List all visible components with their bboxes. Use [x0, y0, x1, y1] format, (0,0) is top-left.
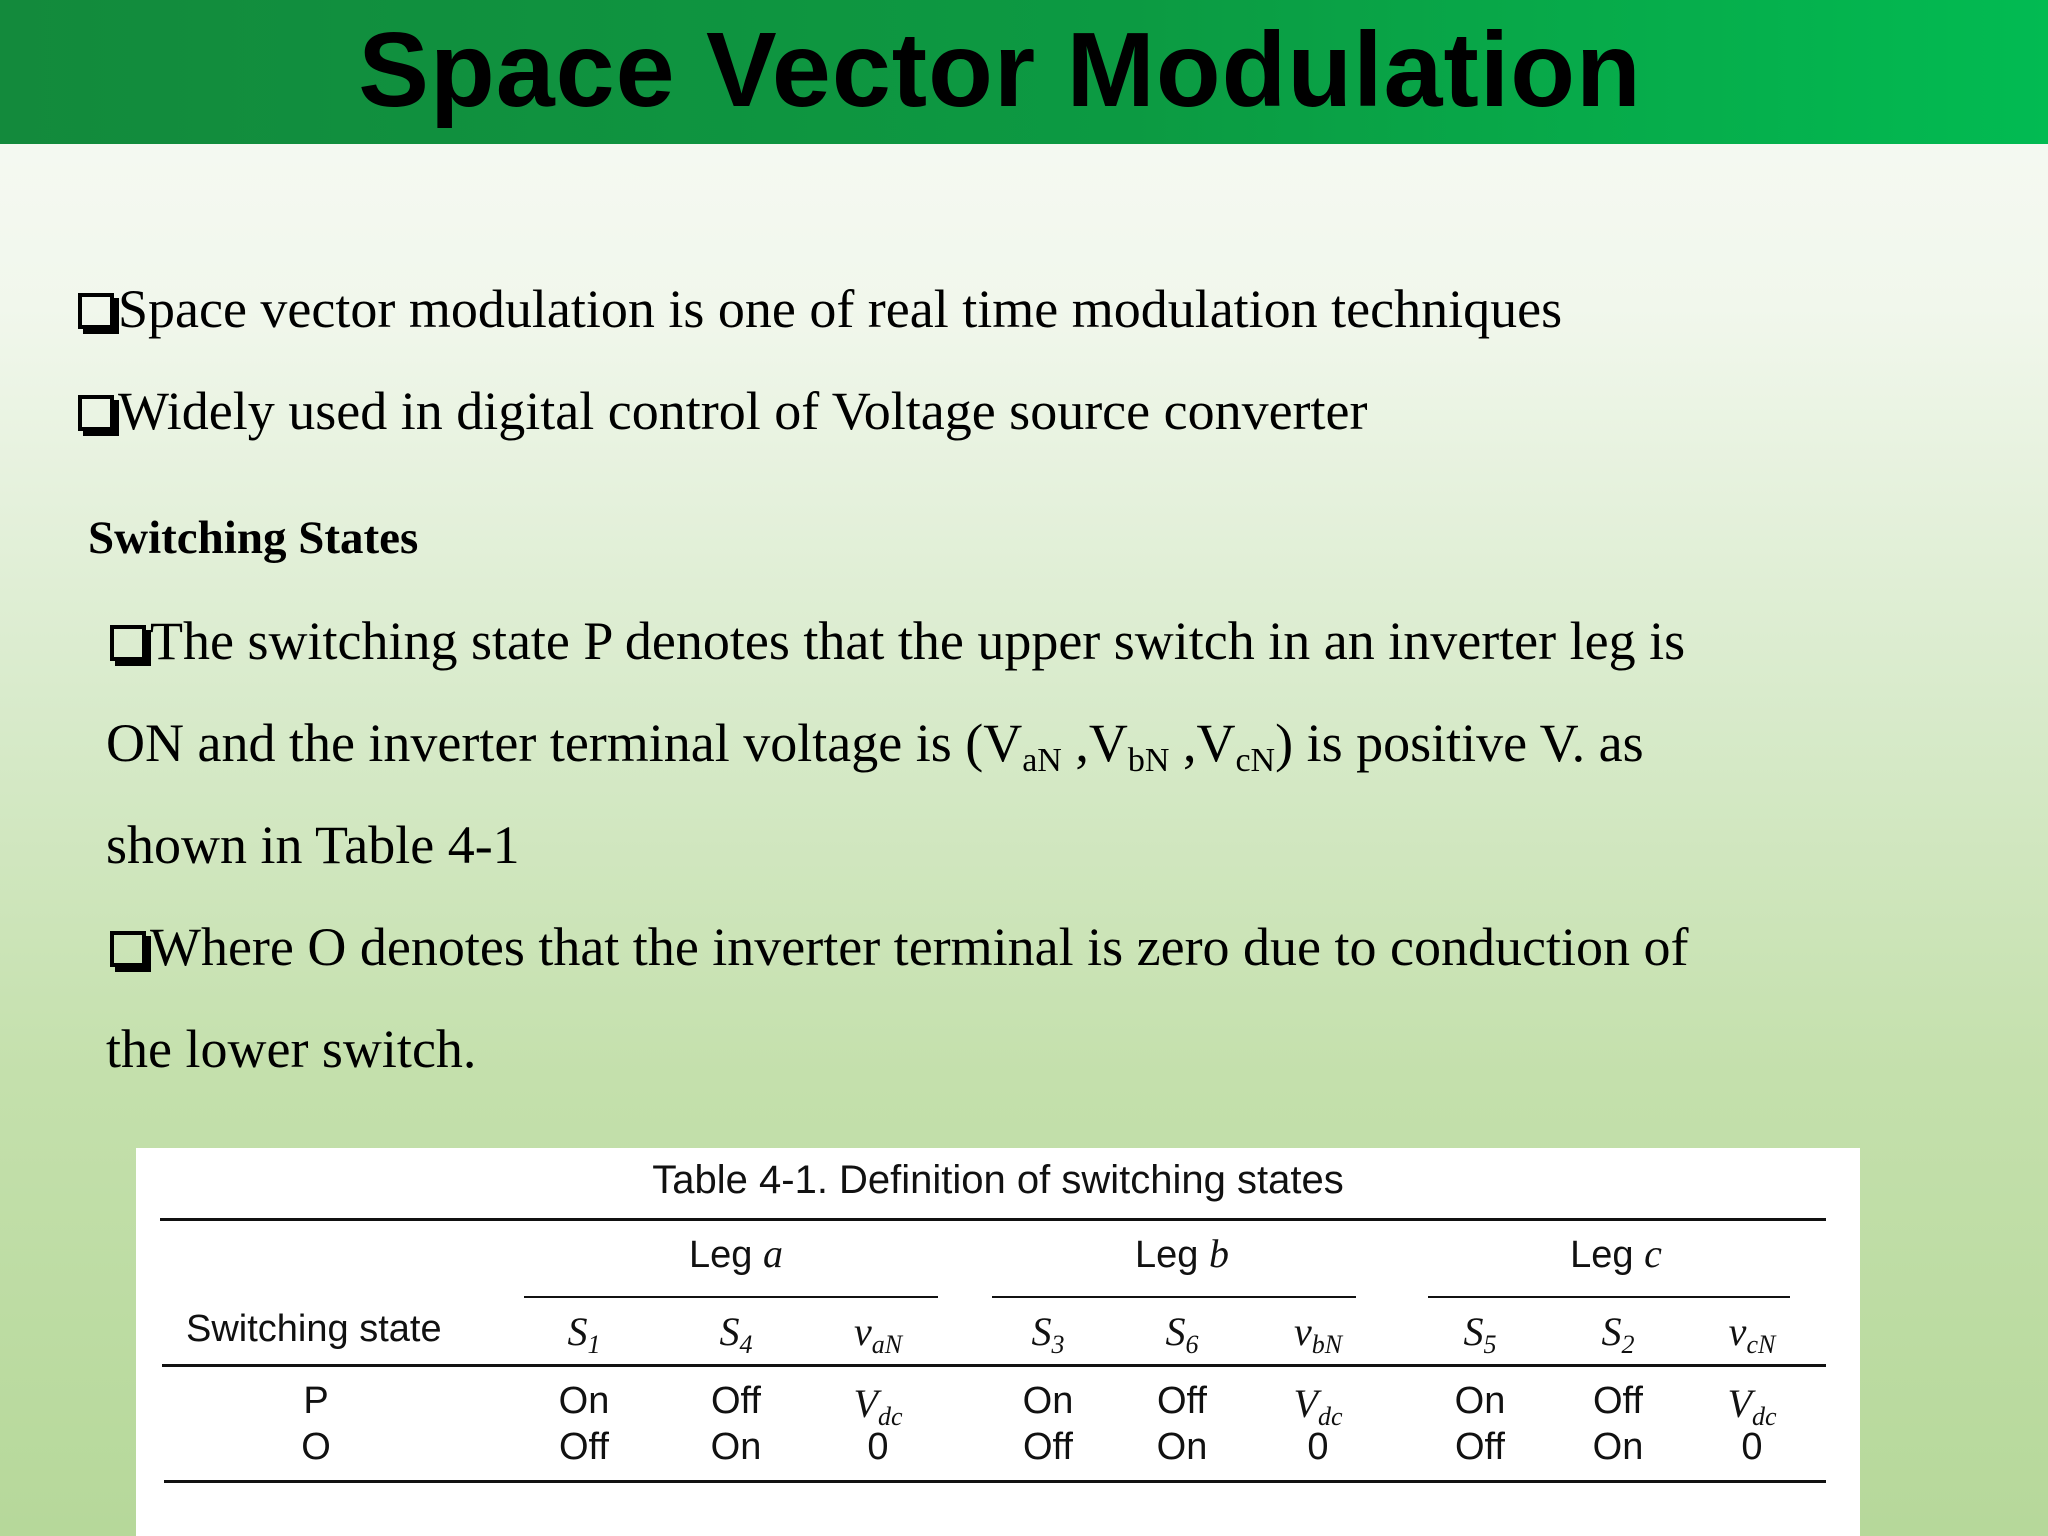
table-cell: P [303, 1380, 329, 1422]
bullet-1 [78, 279, 1563, 339]
table-cell: Off [1157, 1380, 1207, 1422]
table-cell: Off [1455, 1426, 1505, 1468]
leg-b-header [1135, 1230, 1229, 1277]
leg-b-rule [992, 1296, 1356, 1298]
table-cell: 0 [867, 1426, 889, 1468]
table-cell: $V_{dc}$ [1727, 1381, 1777, 1431]
table-cell: $V_{dc}$ [853, 1381, 903, 1431]
bullet-2-text: Widely used in digital control of Voltage source converter [118, 381, 1368, 441]
voltage-text-suffix: ) is positive V. as [1275, 713, 1644, 773]
leg-c-header [1570, 1230, 1662, 1277]
table-top-rule [160, 1218, 1826, 1221]
paragraph-2-line-1 [110, 917, 1689, 977]
switching-states-table [136, 1148, 1860, 1536]
table-cell: On [710, 1426, 762, 1468]
table-cell: On [1454, 1380, 1506, 1422]
table-cell: Off [711, 1380, 761, 1422]
checkbox-bullet-icon [110, 625, 146, 661]
subscript-bN: bN [1127, 742, 1170, 779]
slide-title: Space Vector Modulation [358, 10, 1642, 129]
table-cell: On [558, 1380, 610, 1422]
switching-state-header: Switching state [186, 1308, 442, 1350]
leg-name: c [1644, 1231, 1662, 1276]
checkbox-bullet-icon [78, 395, 114, 431]
table-header-rule [162, 1364, 1826, 1367]
paragraph-1-line-2 [106, 713, 1644, 779]
leg-name: b [1208, 1231, 1229, 1276]
paragraph-1-text: The switching state P denotes that the upper switch in an inverter leg is [150, 611, 1686, 671]
col-header-6: $v_{bN}$ [1293, 1309, 1343, 1359]
voltage-separator: ,V [1169, 713, 1236, 773]
bullet-1-text: Space vector modulation is one of real time modulation techniques [118, 279, 1563, 339]
table-cell: 0 [1741, 1426, 1763, 1468]
voltage-separator: ,V [1061, 713, 1128, 773]
table-cell: 0 [1307, 1426, 1329, 1468]
paragraph-2-text: Where O denotes that the inverter terminal is zero due to conduction of [150, 917, 1689, 977]
leg-name: a [762, 1231, 783, 1276]
table-cell: Off [559, 1426, 609, 1468]
subscript-aN: aN [1022, 742, 1062, 779]
table-cell: O [301, 1426, 331, 1468]
table-cell: Off [1593, 1380, 1643, 1422]
title-bar [0, 0, 2048, 144]
leg-label: Leg [1135, 1234, 1199, 1276]
col-header-4: $S_3$ [1031, 1309, 1065, 1359]
checkbox-bullet-icon [78, 293, 114, 329]
col-header-2: $S_4$ [719, 1309, 753, 1359]
voltage-text-prefix: ON and the inverter terminal voltage is (V [106, 713, 1023, 773]
paragraph-1-line-3: shown in Table 4-1 [106, 815, 520, 875]
leg-a-header [689, 1230, 783, 1277]
checkbox-bullet-icon [110, 931, 146, 967]
paragraph-1-line-1 [110, 611, 1686, 671]
table-cell: On [1156, 1426, 1208, 1468]
bullet-2 [78, 381, 1368, 441]
leg-label: Leg [1570, 1234, 1634, 1276]
leg-a-rule [524, 1296, 938, 1298]
paragraph-2-line-2: the lower switch. [106, 1019, 477, 1079]
section-heading: Switching States [88, 512, 419, 564]
table-caption: Table 4-1. Definition of switching states [652, 1158, 1344, 1202]
col-header-9: $v_{cN}$ [1728, 1309, 1776, 1359]
table-cell: On [1022, 1380, 1074, 1422]
table-cell: $V_{dc}$ [1293, 1381, 1343, 1431]
col-header-5: $S_6$ [1165, 1309, 1199, 1359]
table-cell: Off [1023, 1426, 1073, 1468]
table-bottom-rule [164, 1480, 1826, 1483]
col-header-1: $S_1$ [567, 1309, 601, 1359]
subscript-cN: cN [1235, 742, 1276, 779]
col-header-7: $S_5$ [1463, 1309, 1497, 1359]
col-header-8: $S_2$ [1601, 1309, 1635, 1359]
leg-label: Leg [689, 1234, 753, 1276]
col-header-3: $v_{aN}$ [853, 1309, 903, 1359]
leg-c-rule [1428, 1296, 1790, 1298]
table-cell: On [1592, 1426, 1644, 1468]
